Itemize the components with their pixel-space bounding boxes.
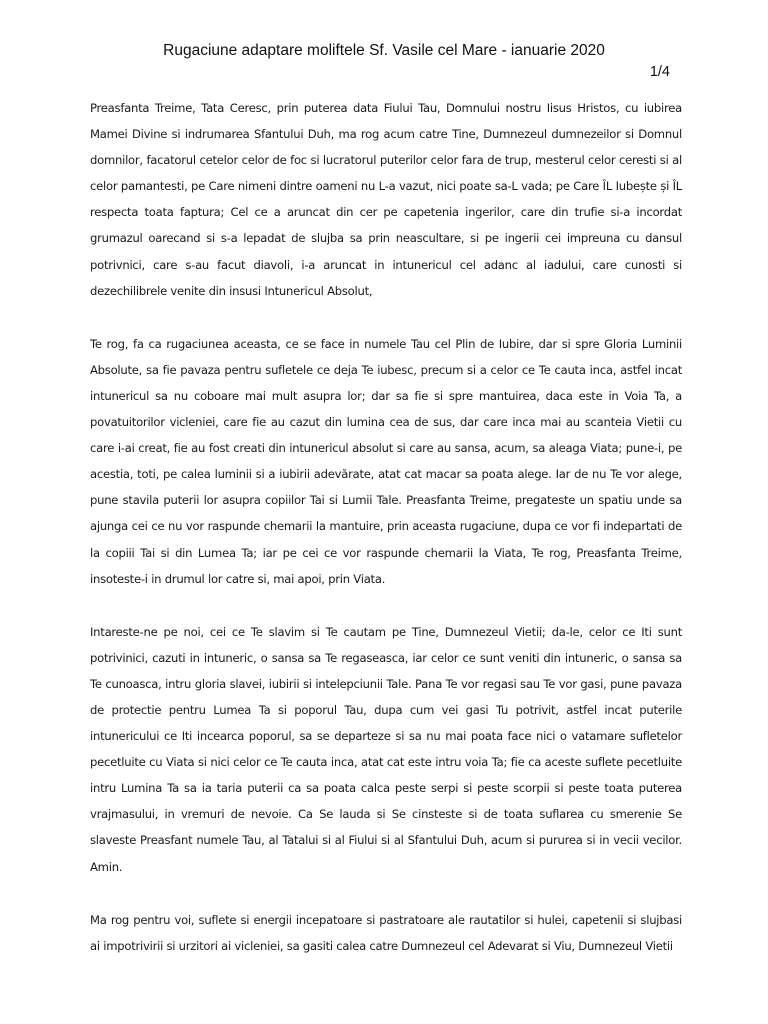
paragraph: Preasfanta Treime, Tata Ceresc, prin puterea data Fiului Tau, Domnului nostru Iisus Hristos, cu iubirea Mamei Divine si indrumarea Sfantului Duh, ma rog acum catre Tine, Dumnezeul dumnezeilor si Domnul domnilor, facatorul cetelor celor de foc si lucratorul puterilor celor fara de trup, mesterul celor ceresti si al celor pamantesti, pe Care nimeni dintre oameni nu L-a vazut, nici poate sa-L vada; pe Care ÎL Iubește și ÎL respecta toata faptura; Cel ce a aruncat din cer pe capetenia ingerilor, care din trufie si-a incordat grumazul oarecand si s-a lepadat de slujba sa prin neascultare, si pe ingerii cei impreuna cu dansul potrivnici, care s-au facut diavoli, i-a aruncat in intunericul cel adanc al iadului, care cunosti si dezechilibrele venite din insusi Intunericul Absolut, [90, 101, 682, 298]
paragraph: Intareste-ne pe noi, cei ce Te slavim si Te cautam pe Tine, Dumnezeul Vietii; da-le, celor ce Iti sunt potrivinici, cazuti in intuneric, o sansa sa Te regaseasca, iar celor ce sunt veniti din intuneric, o sansa sa Te cunoasca, intru gloria slavei, iubirii si intelepciunii Tale. Pana Te vor regasi sau Te vor gasi, pune pavaza de protectie pentru Lumea Ta si poporul Tau, dupa cum vei gasi Tu potrivit, astfel incat puterile intunericului ce Iti incearca poporul, sa se departeze si sa nu mai poata face nici o vatamare sufletelor pecetluite cu Viata si nici celor ce Te cauta inca, atat cat este intru voia Ta; fie ca aceste suflete pecetluite intru Lumina Ta sa ia taria puterii ca sa poata calca peste serpi si peste scorpii si peste toata puterea vrajmasului, in vremuri de nevoie. Ca Se lauda si Se cinsteste si de toata suflarea cu smerenie Se slaveste Preasfant numele Tau, al Tatalui si al Fiului si al Sfantului Duh, acum si pururea si in vecii vecilor. Amin. [90, 624, 682, 874]
document-body [90, 95, 682, 986]
paragraph: Te rog, fa ca rugaciunea aceasta, ce se face in numele Tau cel Plin de Iubire, dar si spre Gloria Luminii Absolute, sa fie pavaza pentru sufletele ce deja Te iubesc, precum si a celor ce Te cauta inca, astfel incat intunericul sa nu coboare mai mult asupra lor; dar sa fie si spre mantuirea, daca este in Voia Ta, a povatuitorilor vicleniei, care fie au cazut din lumina cea de sus, dar care inca mai au scanteia Vietii cu care i-ai creat, fie au fost creati din intunericul absolut si care au sansa, acum, sa aleaga Viata; pune-i, pe acestia, toti, pe calea luminii si a iubirii adevărate, atat cat macar sa poata alege. Iar de nu Te vor alege, pune stavila puterii lor asupra copiilor Tai si Lumii Tale. Preasfanta Treime, pregateste un spatiu unde sa ajunga cei ce nu vor raspunde chemarii la mantuire, prin aceasta rugaciune, dupa ce vor fi indepartati de la copiii Tai si din Lumea Ta; iar pe cei ce vor raspunde chemarii la Viata, Te rog, Preasfanta Treime, insoteste-i in drumul lor catre si, mai apoi, prin Viata. [90, 336, 682, 586]
document-header-title: Rugaciune adaptare moliftele Sf. Vasile cel Mare - ianuarie 2020 [163, 42, 605, 59]
paragraph: Ma rog pentru voi, suflete si energii incepatoare si pastratoare ale rautatilor si hulei, capetenii si slujbasi ai impotrivirii si urzitori ai vicleniei, sa gasiti calea catre Dumnezeul cel Adevarat si Viu, Dumnezeul Vietii [90, 912, 682, 953]
page-number: 1/4 [649, 64, 670, 80]
